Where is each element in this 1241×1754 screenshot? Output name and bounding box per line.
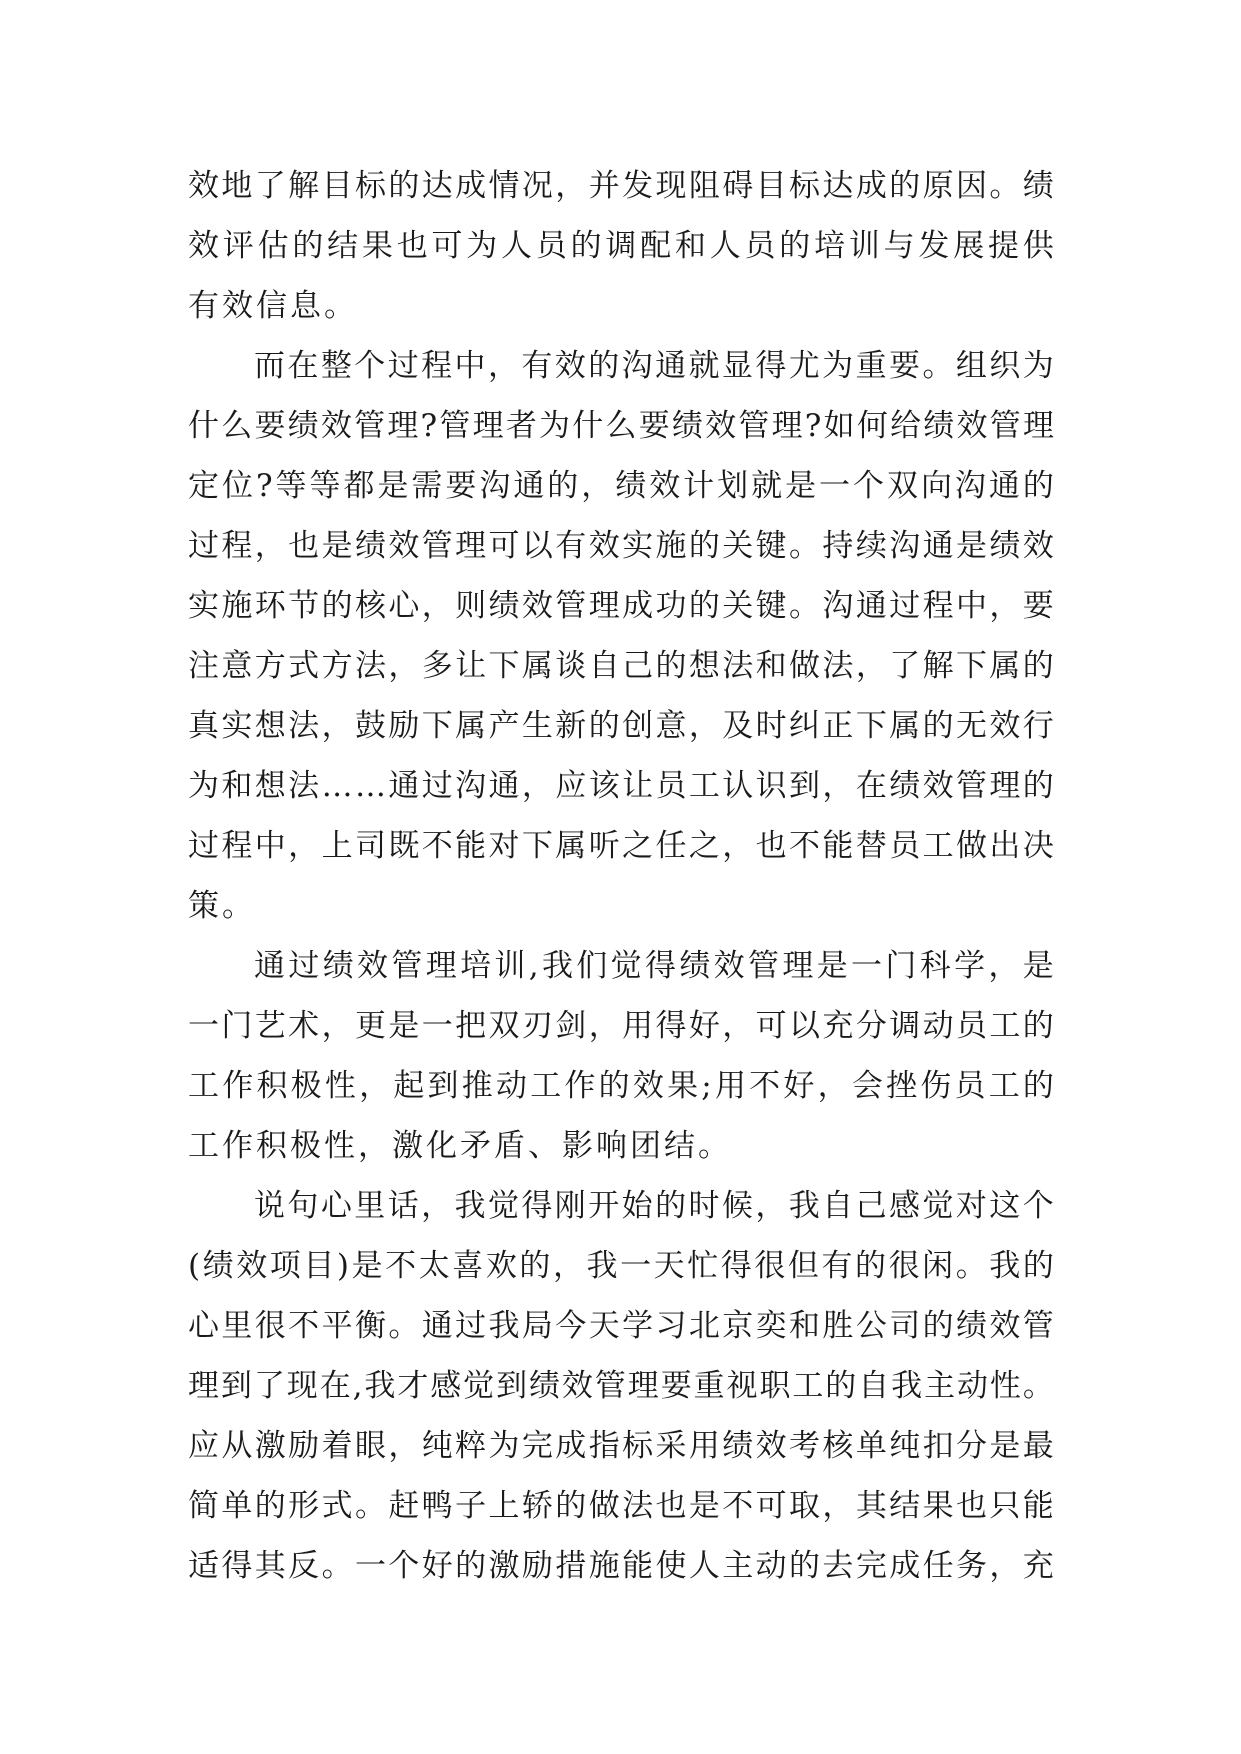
paragraph [188,936,1054,1176]
text-line: 简 单 的 形 式 。 赶 鸭 子 上 轿 的 做 法 也 是 不 可 取 ， 其 结 果 也 只 能 [188,1488,1054,1524]
text-line: 工作积极性，激化矛盾、影响团结。 [188,1128,732,1164]
text-line: 一 门 艺 术 ， 更 是 一 把 双 刃 剑 ， 用 得 好 ， 可 以 充 分 调 动 员 工 的 [188,1008,1054,1044]
text-line: ( 绩 效 项 目 ) 是 不 太 喜 欢 的 ， 我 一 天 忙 得 很 但 有 的 很 闲 。 我 的 [188,1248,1054,1284]
text-line: 策。 [188,888,256,924]
text-line: 而 在 整 个 过 程 中 ， 有 效 的 沟 通 就 显 得 尤 为 重 要 。 组 织 为 [254,348,1054,384]
text-line: 心 里 很 不 平 衡 。 通 过 我 局 今 天 学 习 北 京 奕 和 胜 公 司 的 绩 效 管 [188,1308,1054,1344]
text-line: 效 评 估 的 结 果 也 可 为 人 员 的 调 配 和 人 员 的 培 训 与 发 展 提 供 [188,228,1054,264]
paragraph [188,336,1054,936]
text-line: 通 过 绩 效 管 理 培 训 , 我 们 觉 得 绩 效 管 理 是 一 门 科 学 ， 是 [254,948,1054,984]
text-line: 理 到 了 现 在 , 我 才 感 觉 到 绩 效 管 理 要 重 视 职 工 的 自 我 主 动 性 。 [188,1368,1054,1404]
text-line: 过 程 中 ， 上 司 既 不 能 对 下 属 听 之 任 之 ， 也 不 能 替 员 工 做 出 决 [188,828,1054,864]
text-line: 真 实 想 法 ， 鼓 励 下 属 产 生 新 的 创 意 ， 及 时 纠 正 下 属 的 无 效 行 [188,708,1054,744]
text-line: 注 意 方 式 方 法 ， 多 让 下 属 谈 自 己 的 想 法 和 做 法 ， 了 解 下 属 的 [188,648,1054,684]
text-line: 什 么 要 绩 效 管 理 ? 管 理 者 为 什 么 要 绩 效 管 理 ? 如 何 给 绩 效 管 理 [188,408,1054,444]
text-line: 为 和 想 法 … … 通 过 沟 通 ， 应 该 让 员 工 认 识 到 ， 在 绩 效 管 理 的 [188,768,1054,804]
paragraph [188,1176,1054,1596]
text-line: 工 作 积 极 性 ， 起 到 推 动 工 作 的 效 果 ; 用 不 好 ， 会 挫 伤 员 工 的 [188,1068,1054,1104]
text-line: 适 得 其 反 。 一 个 好 的 激 励 措 施 能 使 人 主 动 的 去 完 成 任 务 ， 充 [188,1548,1054,1584]
paragraph [188,156,1054,336]
text-line: 说 句 心 里 话 ， 我 觉 得 刚 开 始 的 时 候 ， 我 自 己 感 觉 对 这 个 [254,1188,1054,1224]
document-body [188,156,1054,1596]
text-line: 有效信息。 [188,288,358,324]
text-line: 应 从 激 励 着 眼 ， 纯 粹 为 完 成 指 标 采 用 绩 效 考 核 单 纯 扣 分 是 最 [188,1428,1054,1464]
text-line: 过 程 ， 也 是 绩 效 管 理 可 以 有 效 实 施 的 关 键 。 持 续 沟 通 是 绩 效 [188,528,1054,564]
text-line: 效 地 了 解 目 标 的 达 成 情 况 ， 并 发 现 阻 碍 目 标 达 成 的 原 因 。 绩 [188,168,1054,204]
text-line: 定 位 ? 等 等 都 是 需 要 沟 通 的 ， 绩 效 计 划 就 是 一 个 双 向 沟 通 的 [188,468,1054,504]
text-line: 实 施 环 节 的 核 心 ， 则 绩 效 管 理 成 功 的 关 键 。 沟 通 过 程 中 ， 要 [188,588,1054,624]
